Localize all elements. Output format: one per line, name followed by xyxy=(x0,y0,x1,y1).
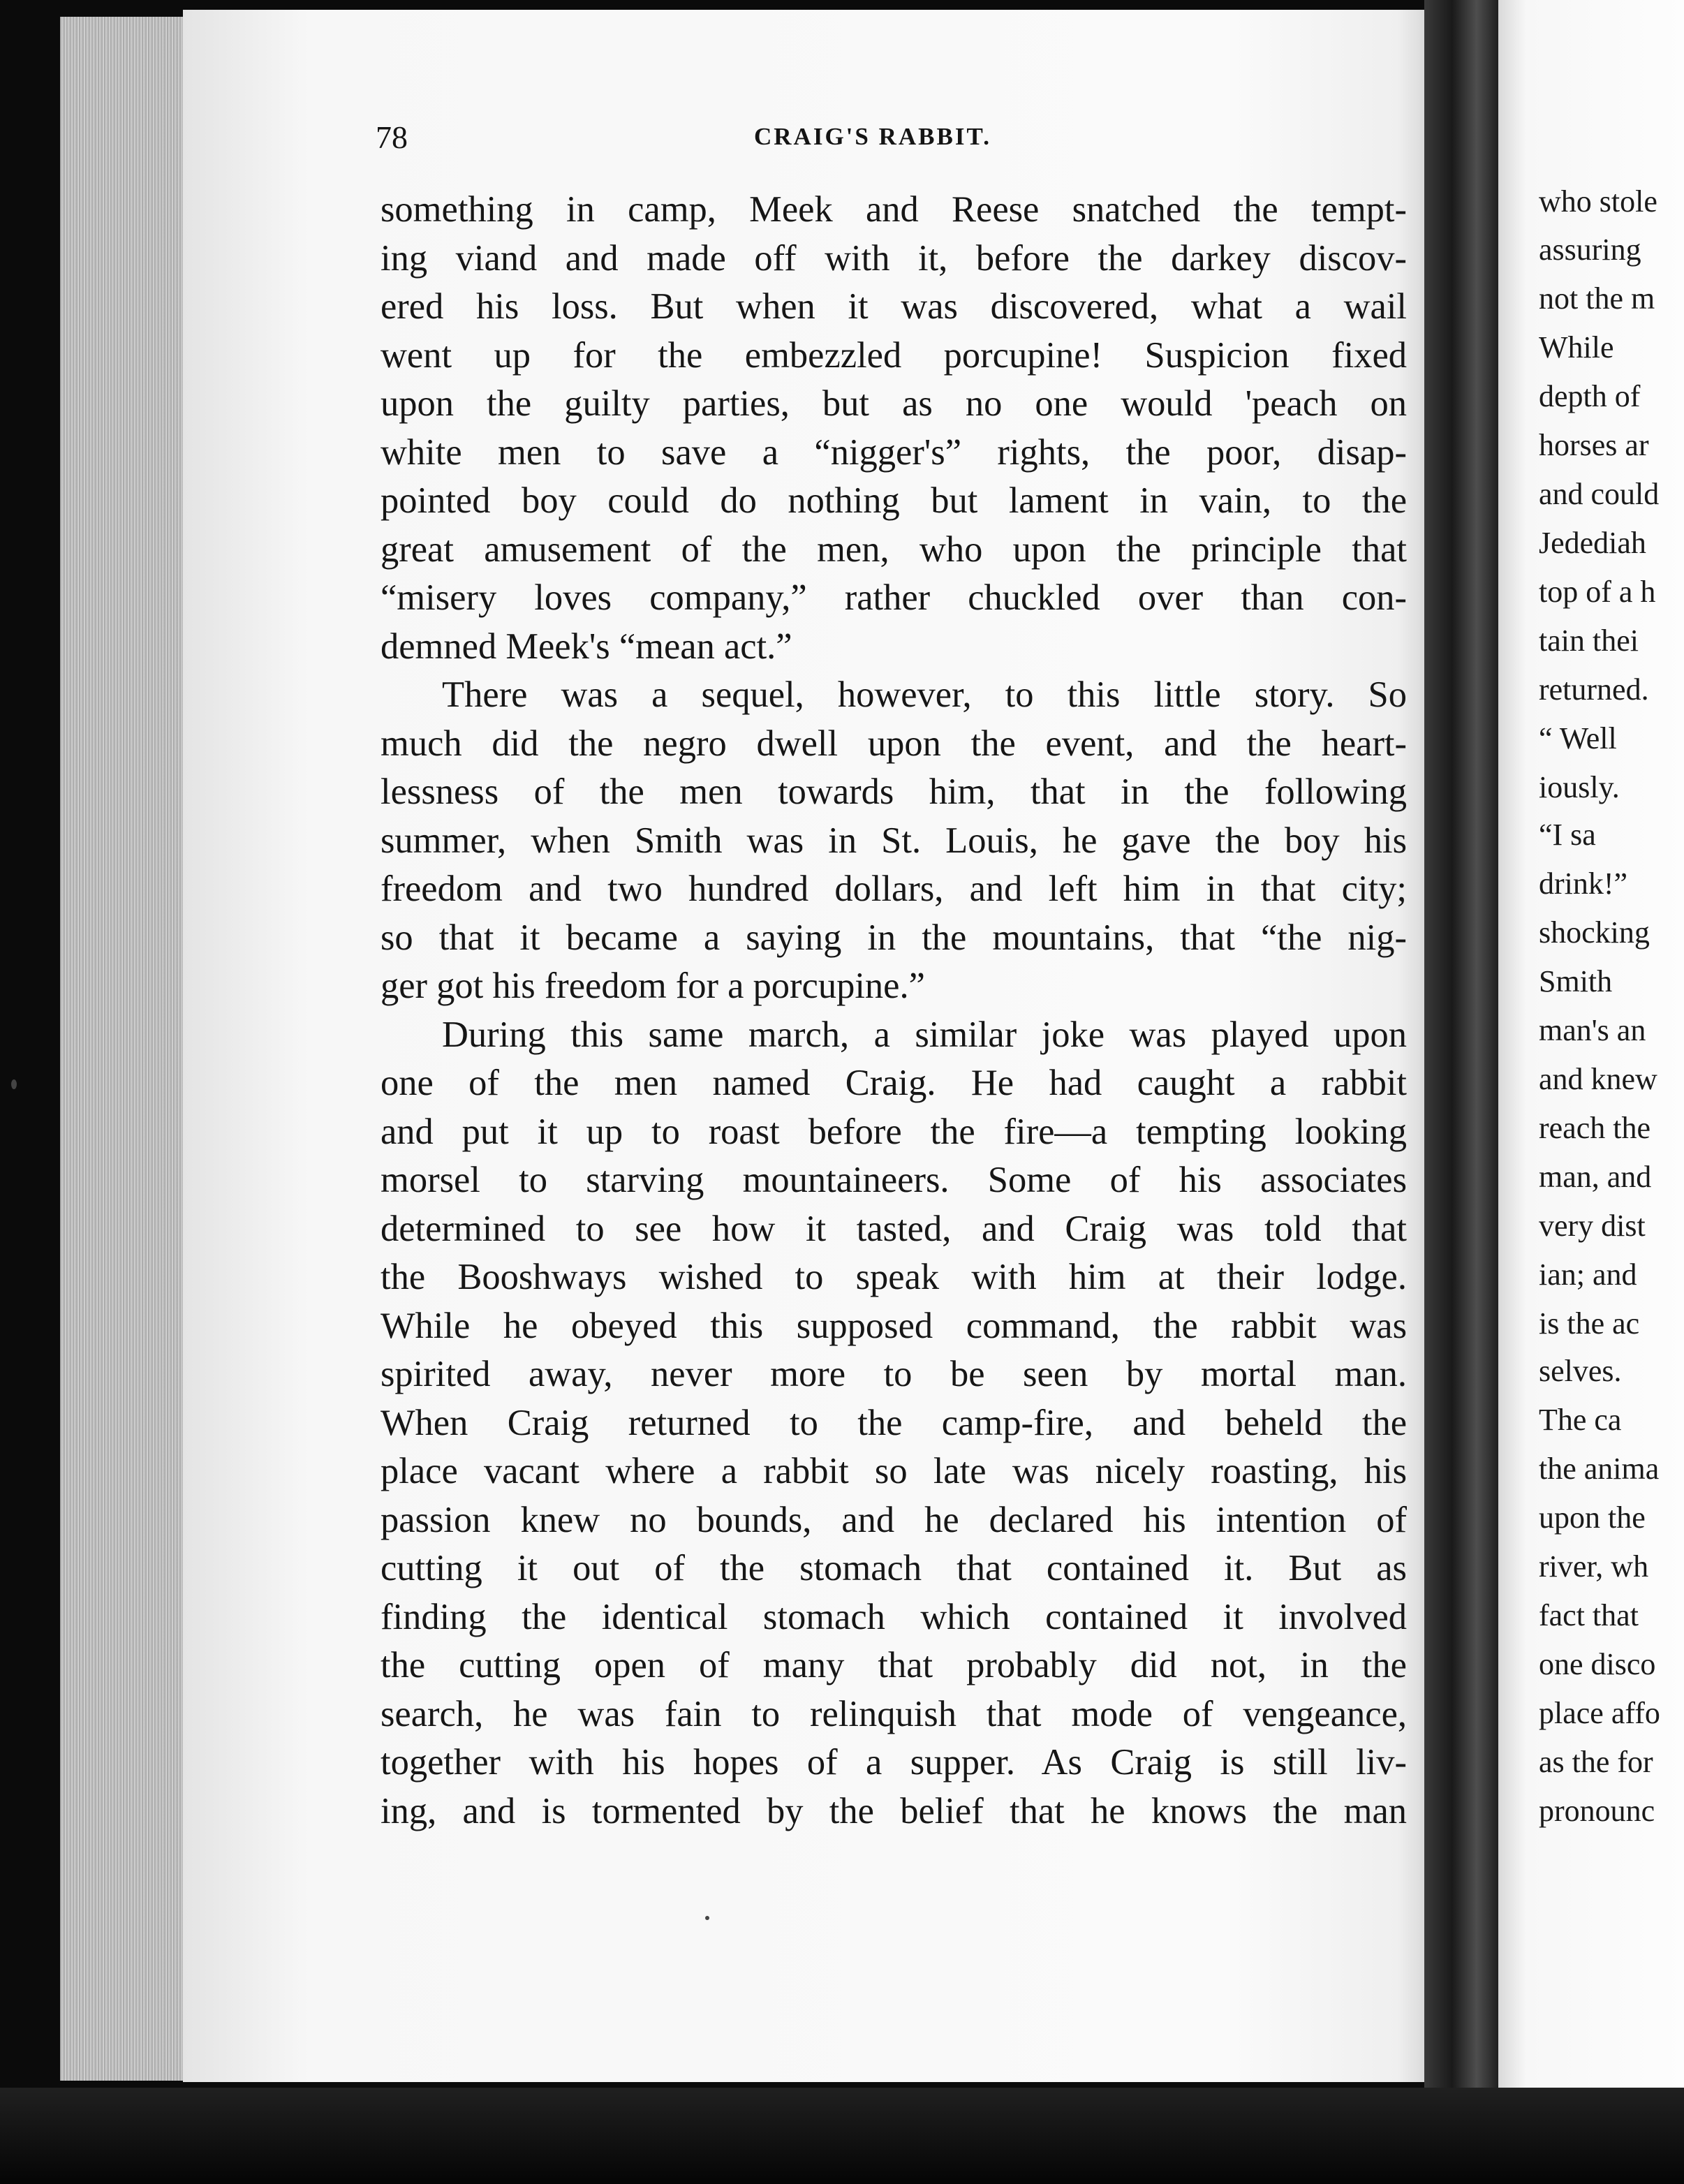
facing-page-line: upon the xyxy=(1539,1500,1646,1535)
facing-page-line: and knew xyxy=(1539,1062,1657,1096)
facing-page-line: iously. xyxy=(1539,770,1620,804)
page-number: 78 xyxy=(376,119,408,155)
text-line: ger got his freedom for a porcupine.” xyxy=(381,966,925,1006)
body-text xyxy=(381,186,1407,1836)
paragraph xyxy=(381,186,1407,671)
text-line: freedom and two hundred dollars, and left him in that city; xyxy=(381,869,1407,909)
text-line: search, he was fain to relinquish that mode of vengeance, xyxy=(381,1693,1407,1734)
page-edges xyxy=(60,17,193,2081)
text-line: and put it up to roast before the fire—a tempting looking xyxy=(381,1111,1407,1152)
text-line: the Booshways wished to speak with him at their lodge. xyxy=(381,1257,1407,1297)
facing-page-line: pronounc xyxy=(1539,1794,1655,1828)
text-line: went up for the embezzled porcupine! Suspicion fixed xyxy=(381,334,1407,376)
facing-page-line: While xyxy=(1539,330,1614,364)
facing-page-line: Jedediah xyxy=(1539,526,1646,560)
bottom-shadow xyxy=(0,2088,1684,2184)
text-line: While he obeyed this supposed command, the rabbit was xyxy=(381,1305,1407,1346)
facing-page-line: the anima xyxy=(1539,1452,1660,1486)
facing-page-line: depth of xyxy=(1539,379,1641,413)
text-line: together with his hopes of a supper. As Craig is still liv- xyxy=(381,1742,1407,1783)
facing-page-line: and could xyxy=(1539,477,1660,511)
facing-page xyxy=(1498,0,1684,2150)
text-line: great amusement of the men, who upon the principle that xyxy=(381,529,1407,570)
text-line: During this same march, a similar joke was played upon xyxy=(442,1014,1407,1055)
facing-page-line: place affo xyxy=(1539,1696,1660,1730)
text-line: ered his loss. But when it was discovered, what a wail xyxy=(381,286,1407,327)
text-line: demned Meek's “mean act.” xyxy=(381,626,792,667)
text-line: one of the men named Craig. He had caught a rabbit xyxy=(381,1063,1407,1103)
text-line: so that it became a saying in the mountains, that “the nig- xyxy=(381,917,1407,958)
text-line: upon the guilty parties, but as no one would 'peach on xyxy=(381,383,1407,424)
facing-page-line: tain thei xyxy=(1539,624,1639,658)
text-line: much did the negro dwell upon the event, and the heart- xyxy=(381,723,1407,764)
facing-page-line: returned. xyxy=(1539,672,1649,707)
facing-page-line: reach the xyxy=(1539,1111,1650,1145)
facing-page-line: very dist xyxy=(1539,1209,1646,1243)
text-line: finding the identical stomach which contained it involved xyxy=(381,1596,1407,1637)
facing-page-line: “ Well xyxy=(1539,721,1617,755)
text-line: There was a sequel, however, to this little story. So xyxy=(442,674,1407,715)
text-line: ing viand and made off with it, before the darkey discov- xyxy=(381,237,1407,279)
text-line: lessness of the men towards him, that in the following xyxy=(381,772,1407,812)
facing-page-line: “I sa xyxy=(1539,818,1596,852)
book-gutter xyxy=(1424,0,1501,2123)
paragraph xyxy=(381,671,1407,1011)
facing-page-line: is the ac xyxy=(1539,1306,1640,1341)
text-line: spirited away, never more to be seen by mortal man. xyxy=(381,1354,1407,1394)
text-line: place vacant where a rabbit so late was nicely roasting, his xyxy=(381,1451,1407,1491)
facing-page-line: who stole xyxy=(1539,184,1657,219)
print-speck xyxy=(11,1079,17,1089)
text-line: determined to see how it tasted, and Craig was told that xyxy=(381,1208,1407,1249)
facing-page-line: river, wh xyxy=(1539,1549,1649,1584)
facing-page-line: horses ar xyxy=(1539,428,1649,462)
facing-page-line: drink!” xyxy=(1539,866,1628,901)
facing-page-line: ian; and xyxy=(1539,1257,1637,1292)
running-head: CRAIG'S RABBIT. xyxy=(754,123,991,150)
text-line: pointed boy could do nothing but lament in vain, to the xyxy=(381,480,1407,521)
text-line: summer, when Smith was in St. Louis, he gave the boy his xyxy=(381,820,1407,861)
text-line: “misery loves company,” rather chuckled over than con- xyxy=(381,577,1407,618)
facing-page-line: fact that xyxy=(1539,1598,1639,1632)
facing-page-line: Smith xyxy=(1539,964,1613,998)
facing-page-line: one disco xyxy=(1539,1647,1656,1681)
text-line: cutting it out of the stomach that contained it. But as xyxy=(381,1548,1407,1588)
text-line: white men to save a “nigger's” rights, the poor, disap- xyxy=(381,431,1407,473)
text-line: ing, and is tormented by the belief that he knows the man xyxy=(381,1790,1407,1831)
text-line: When Craig returned to the camp-fire, and beheld the xyxy=(381,1402,1407,1443)
facing-page-line: shocking xyxy=(1539,915,1650,950)
print-speck xyxy=(705,1916,709,1920)
text-line: passion knew no bounds, and he declared his intention of xyxy=(381,1499,1407,1540)
facing-page-line: man's an xyxy=(1539,1013,1646,1047)
facing-page-line: man, and xyxy=(1539,1160,1652,1194)
facing-page-line: as the for xyxy=(1539,1745,1653,1779)
paragraph xyxy=(381,1011,1407,1836)
facing-page-line: selves. xyxy=(1539,1354,1622,1388)
facing-page-line: assuring xyxy=(1539,233,1641,267)
facing-page-line: not the m xyxy=(1539,281,1655,316)
text-line: something in camp, Meek and Reese snatched the tempt- xyxy=(381,189,1407,230)
text-line: morsel to starving mountaineers. Some of his associates xyxy=(381,1160,1407,1200)
facing-page-line: The ca xyxy=(1539,1403,1622,1437)
facing-page-line: top of a h xyxy=(1539,575,1656,609)
text-line: the cutting open of many that probably did not, in the xyxy=(381,1645,1407,1685)
